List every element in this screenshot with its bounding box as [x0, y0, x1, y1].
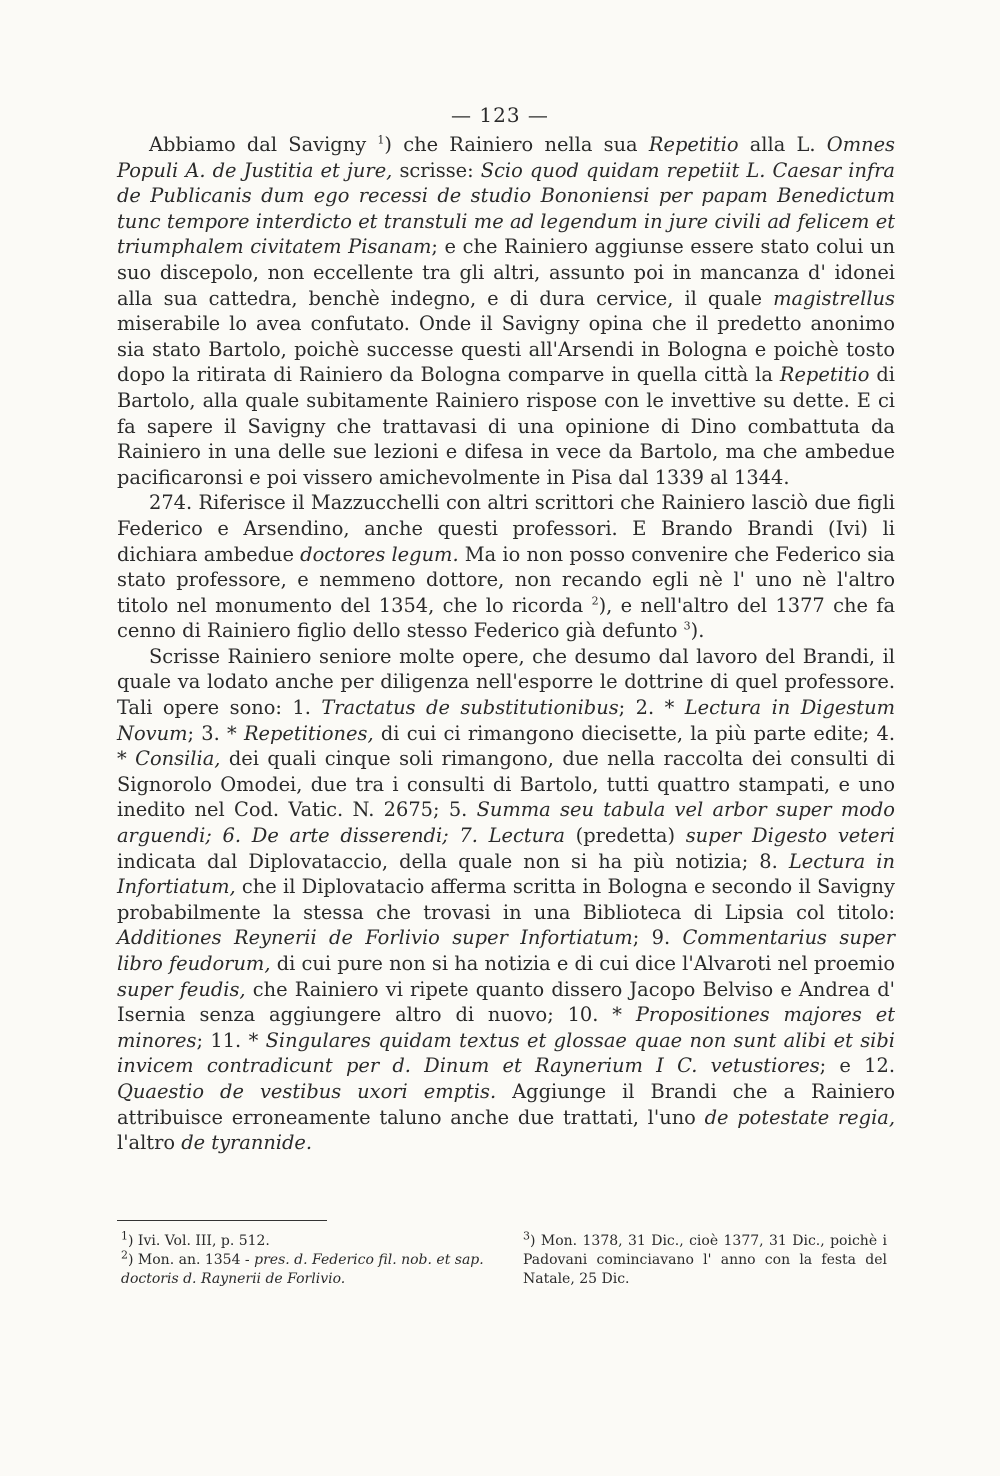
- italic-text: Lectura in Digestum Novum: [117, 696, 895, 745]
- text-run: ) che Rainiero nella sua: [384, 133, 649, 156]
- body-text: [117, 132, 895, 1156]
- footnote-ref: 1: [377, 133, 385, 147]
- italic-text: super feudis,: [117, 977, 246, 1001]
- footnote: [117, 1248, 497, 1289]
- italic-text: Tractatus de substitutionibus: [321, 696, 619, 720]
- italic-text: Repetitio: [779, 363, 870, 387]
- italic-text: doctores legum.: [300, 542, 459, 566]
- text-run: che il Diplovatacio afferma scritta in Bologna e secondo il Savigny probabilmente la stessa che trovasi in una Biblioteca di Lipsia col titolo:: [117, 875, 895, 924]
- text-run: ; 11. *: [196, 1028, 266, 1052]
- italic-text: pres. d. Federico fil. nob. et sap. doctoris d. Raynerii de Forlivio.: [121, 1252, 484, 1287]
- footnote: [523, 1229, 887, 1289]
- text-run: Abbiamo dal Savigny: [149, 133, 378, 156]
- italic-text: Additiones Reynerii de Forlivio super Infortiatum: [117, 926, 633, 950]
- text-run: (predetta): [564, 824, 686, 848]
- text-run: ) Mon. an. 1354 -: [128, 1252, 255, 1268]
- text-run: ; e che Rainiero aggiunse essere stato colui un suo discepolo, non eccellente tra gli altri, assunto poi in mancanza d' idonei alla sua cattedra, benchè indegno, e di dura cervice, il quale: [117, 235, 895, 310]
- footnote-ref: 3: [683, 619, 691, 633]
- text-run: alla L.: [738, 133, 827, 156]
- footnote-ref: 3: [523, 1229, 530, 1243]
- italic-text: Repetitio: [648, 133, 739, 156]
- paragraph: [117, 132, 895, 490]
- italic-text: Summa seu tabula vel arbor super modo arguendi; 6. De arte disserendi; 7. Lectura: [117, 798, 895, 848]
- italic-text: Omnes Populi A. de Justitia et jure,: [117, 133, 895, 182]
- paragraph: [117, 490, 895, 644]
- italic-text: Quaestio de vestibus uxori emptis.: [117, 1079, 497, 1103]
- footnote-ref: 1: [121, 1229, 128, 1243]
- italic-text: de potestate regia,: [704, 1105, 895, 1129]
- text-run: ).: [690, 619, 705, 643]
- page-number: — 123 —: [451, 103, 549, 127]
- italic-text: magistrellus: [773, 286, 895, 310]
- text-run: ; 2. *: [618, 696, 685, 720]
- italic-text: Repetitiones,: [243, 721, 374, 745]
- text-run: scrisse:: [392, 158, 481, 182]
- text-run: che Rainiero vi ripete quanto dissero Jacopo Belviso e Andrea d' Isernia senza aggiungere altro di nuovo; 10. *: [117, 977, 896, 1027]
- text-run: ; 9.: [632, 926, 683, 950]
- italic-text: Scio quod quidam repetiit L. Caesar infra de Publicanis dum ego recessi de studio Bononiensi per papam Benedictum tunc tempore interdicto et transtuli me ad legendum in jure civili ad felicem et triumphalem civitatem Pisanam: [117, 158, 895, 259]
- text-run: ), e nell'altro del 1377 che fa cenno di Rainiero figlio dello stesso Federico già defunto: [117, 593, 895, 643]
- text-run: di cui pure non si ha notizia e di cui dice l'Alvaroti nel proemio: [270, 952, 895, 975]
- italic-text: super Digesto veteri: [685, 824, 895, 848]
- text-run: indicata dal Diplovataccio, della quale non si ha più notizia; 8.: [117, 849, 789, 873]
- text-run: di Bartolo, alla quale subitamente Rainiero rispose con le invettive su dette. E ci fa sapere il Savigny che trattavasi di una opinione di Dino combattuta da Rainiero in una delle sue lezioni e difesa in vece da Bartolo, ma che ambedue pacificaronsi e poi vissero amichevolmente in Pisa dal 1339 al 1344.: [117, 363, 896, 489]
- footnote-ref: 2: [591, 594, 599, 608]
- italic-text: de tyrannide.: [181, 1131, 313, 1155]
- text-run: ) Ivi. Vol. III, p. 512.: [128, 1233, 270, 1249]
- text-run: Ma io non posso convenire che Federico sia stato professore, e nemmeno dottore, non recando egli nè l' uno nè l'altro titolo nel monumento del 1354, che lo ricorda: [117, 542, 895, 617]
- text-run: 274. Riferisce il Mazzucchelli con altri scrittori che Rainiero lasciò due figli Federico e Arsendino, anche questi professori. E Brando Brandi (Ivi) li dichiara ambedue: [117, 491, 895, 566]
- italic-text: Commentarius super libro feudorum,: [117, 926, 895, 975]
- italic-text: Lectura in Infortiatum,: [117, 849, 895, 899]
- text-run: ) Mon. 1378, 31 Dic., cioè 1377, 31 Dic., poichè i Padovani cominciavano l' anno con la festa del Natale, 25 Dic.: [523, 1233, 887, 1287]
- text-run: dei quali cinque soli rimangono, due nella raccolta dei consulti di Signorolo Omodei, due tra i consulti di Bartolo, tutti quattro stampati, e uno inedito nel Cod. Vatic. N. 2675; 5.: [117, 747, 895, 822]
- text-run: di cui ci rimangono diecisette, la più parte edite; 4. *: [117, 721, 895, 771]
- footnotes-left-column: [117, 1229, 497, 1289]
- paragraph: [117, 644, 895, 1156]
- italic-text: Propositiones majores et minores: [117, 1003, 895, 1052]
- footnote-ref: 2: [121, 1248, 128, 1262]
- italic-text: Singulares quidam textus et glossae quae non sunt alibi et sibi invicem contradicunt per d. Dinum et Raynerium I C. vetustiores: [117, 1028, 896, 1078]
- footnote-divider: [117, 1220, 327, 1221]
- footnotes-right-column: [523, 1229, 887, 1289]
- footnote: [117, 1229, 497, 1251]
- italic-text: Consilia,: [135, 747, 221, 771]
- text-run: ; e 12.: [819, 1054, 895, 1078]
- text-run: ; 3. *: [187, 721, 244, 745]
- text-run: miserabile lo avea confutato. Onde il Savigny opina che il predetto anonimo sia stato Bartolo, poichè successe questi all'Arsendi in Bologna e poichè tosto dopo la ritirata di Rainiero da Bologna comparve in quella città la: [117, 312, 895, 387]
- text-run: l'altro: [117, 1131, 182, 1155]
- text-run: Aggiunge il Brandi che a Rainiero attribuisce erroneamente taluno anche due trattati, l'uno: [117, 1079, 895, 1129]
- text-run: Scrisse Rainiero seniore molte opere, che desumo dal lavoro del Brandi, il quale va lodato anche per diligenza nell'esporre le dottrine di quel professore. Tali opere sono: 1.: [117, 644, 895, 720]
